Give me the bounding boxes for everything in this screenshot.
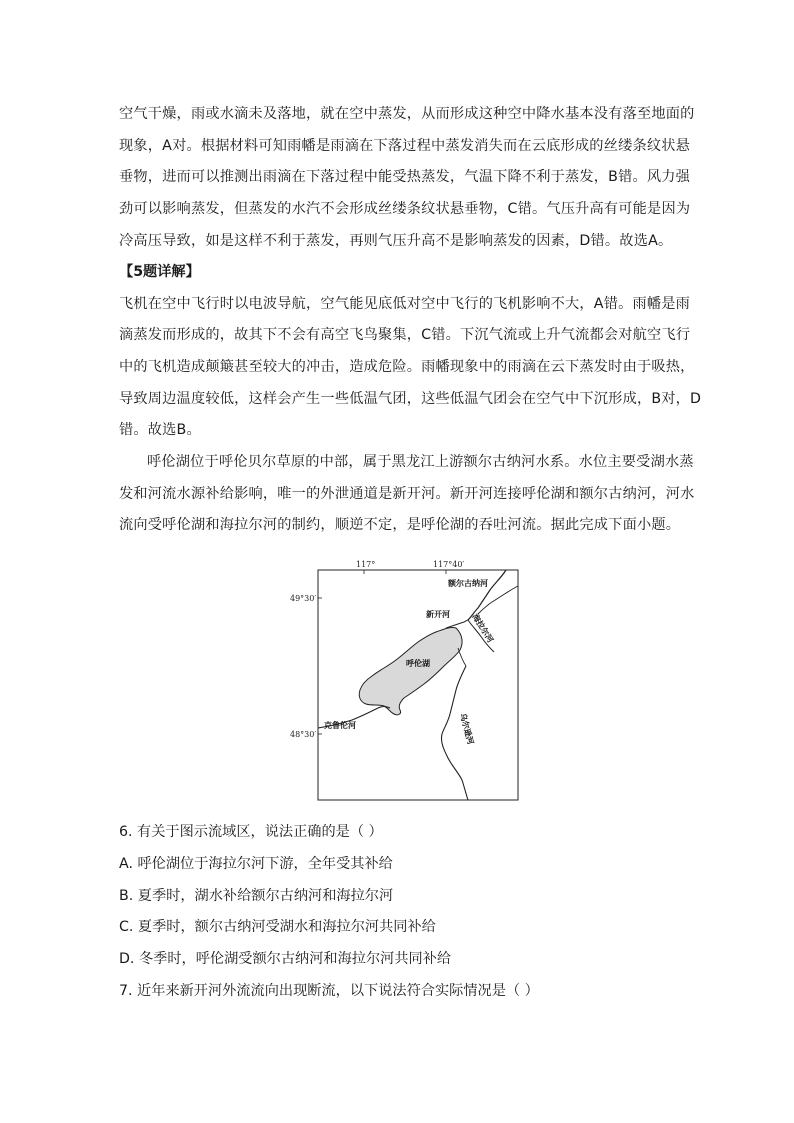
explanation5-line-1: 飞机在空中飞行时以电波导航，空气能见底低对空中飞行的飞机影响不大，A错。雨幡是雨 <box>119 296 691 312</box>
wuerxun-label: 乌尔逊河 <box>458 712 476 746</box>
explanation5-line-2: 滴蒸发而形成的，故其下不会有高空飞鸟聚集，C错。下沉气流或上升气流都会对航空飞行 <box>119 327 691 343</box>
question6-stem: 6. 有关于图示流域区，说法正确的是（ ） <box>119 824 383 840</box>
map-svg <box>290 556 526 802</box>
hulun-lake-map <box>290 556 526 802</box>
explanation4-line-1: 空气干燥，雨或水滴未及落地，就在空中蒸发，从而形成这种空中降水基本没有落至地面的 <box>119 106 695 122</box>
explanation4-line-5: 冷高压导致，如是这样不利于蒸发，再则气压升高不是影响蒸发的因素，D错。故选A。 <box>119 233 673 249</box>
question6-option-c: C. 夏季时，额尔古纳河受湖水和海拉尔河共同补给 <box>119 919 436 935</box>
xinkai-label: 新开河 <box>426 610 450 619</box>
explanation5-heading: 【5题详解】 <box>119 264 200 280</box>
explanation5-line-5: 错。故选B。 <box>119 422 201 438</box>
question6-option-a: A. 呼伦湖位于海拉尔河下游，全年受其补给 <box>119 856 393 872</box>
lat2-label: 48°30′ <box>290 730 317 739</box>
hailar-label: 海拉尔河 <box>470 612 495 645</box>
erguna-label: 额尔古纳河 <box>448 579 488 588</box>
lon1-label: 117° <box>356 560 376 569</box>
explanation4-line-2: 现象，A对。根据材料可知雨幡是雨滴在下落过程中蒸发消失而在云底形成的丝缕条纹状悬 <box>119 138 691 154</box>
explanation5-line-3: 中的飞机造成颠簸甚至较大的冲击，造成危险。雨幡现象中的雨滴在云下蒸发时由于吸热， <box>119 359 695 375</box>
lat1-label: 49°30′ <box>290 594 317 603</box>
passage-line-2: 发和河流水源补给影响，唯一的外泄通道是新开河。新开河连接呼伦湖和额尔古纳河，河水 <box>119 486 695 502</box>
question6-option-d: D. 冬季时，呼伦湖受额尔古纳河和海拉尔河共同补给 <box>119 951 452 967</box>
question6-option-b: B. 夏季时，湖水补给额尔古纳河和海拉尔河 <box>119 888 394 904</box>
lake-label: 呼伦湖 <box>406 659 430 668</box>
passage-line-3: 流向受呼伦湖和海拉尔河的制约，顺逆不定，是呼伦湖的吞吐河流。据此完成下面小题。 <box>119 517 681 533</box>
explanation5-line-4: 导致周边温度较低，这样会产生一些低温气团，这些低温气团会在空气中下沉形成，B对，D <box>119 391 702 407</box>
question7-stem: 7. 近年来新开河外流流向出现断流，以下说法符合实际情况是（ ） <box>119 983 539 999</box>
passage-line-1: 呼伦湖位于呼伦贝尔草原的中部，属于黑龙江上游额尔古纳河水系。水位主要受湖水蒸 <box>147 454 694 470</box>
kelulun-label: 克鲁伦河 <box>324 721 356 730</box>
lon2-label: 117°40′ <box>433 560 465 569</box>
explanation4-line-3: 垂物，进而可以推测出雨滴在下落过程中能受热蒸发，气温下降不利于蒸发，B错。风力强 <box>119 169 691 185</box>
explanation4-line-4: 劲可以影响蒸发，但蒸发的水汽不会形成丝缕条纹状悬垂物，C错。气压升高有可能是因为 <box>119 201 691 217</box>
